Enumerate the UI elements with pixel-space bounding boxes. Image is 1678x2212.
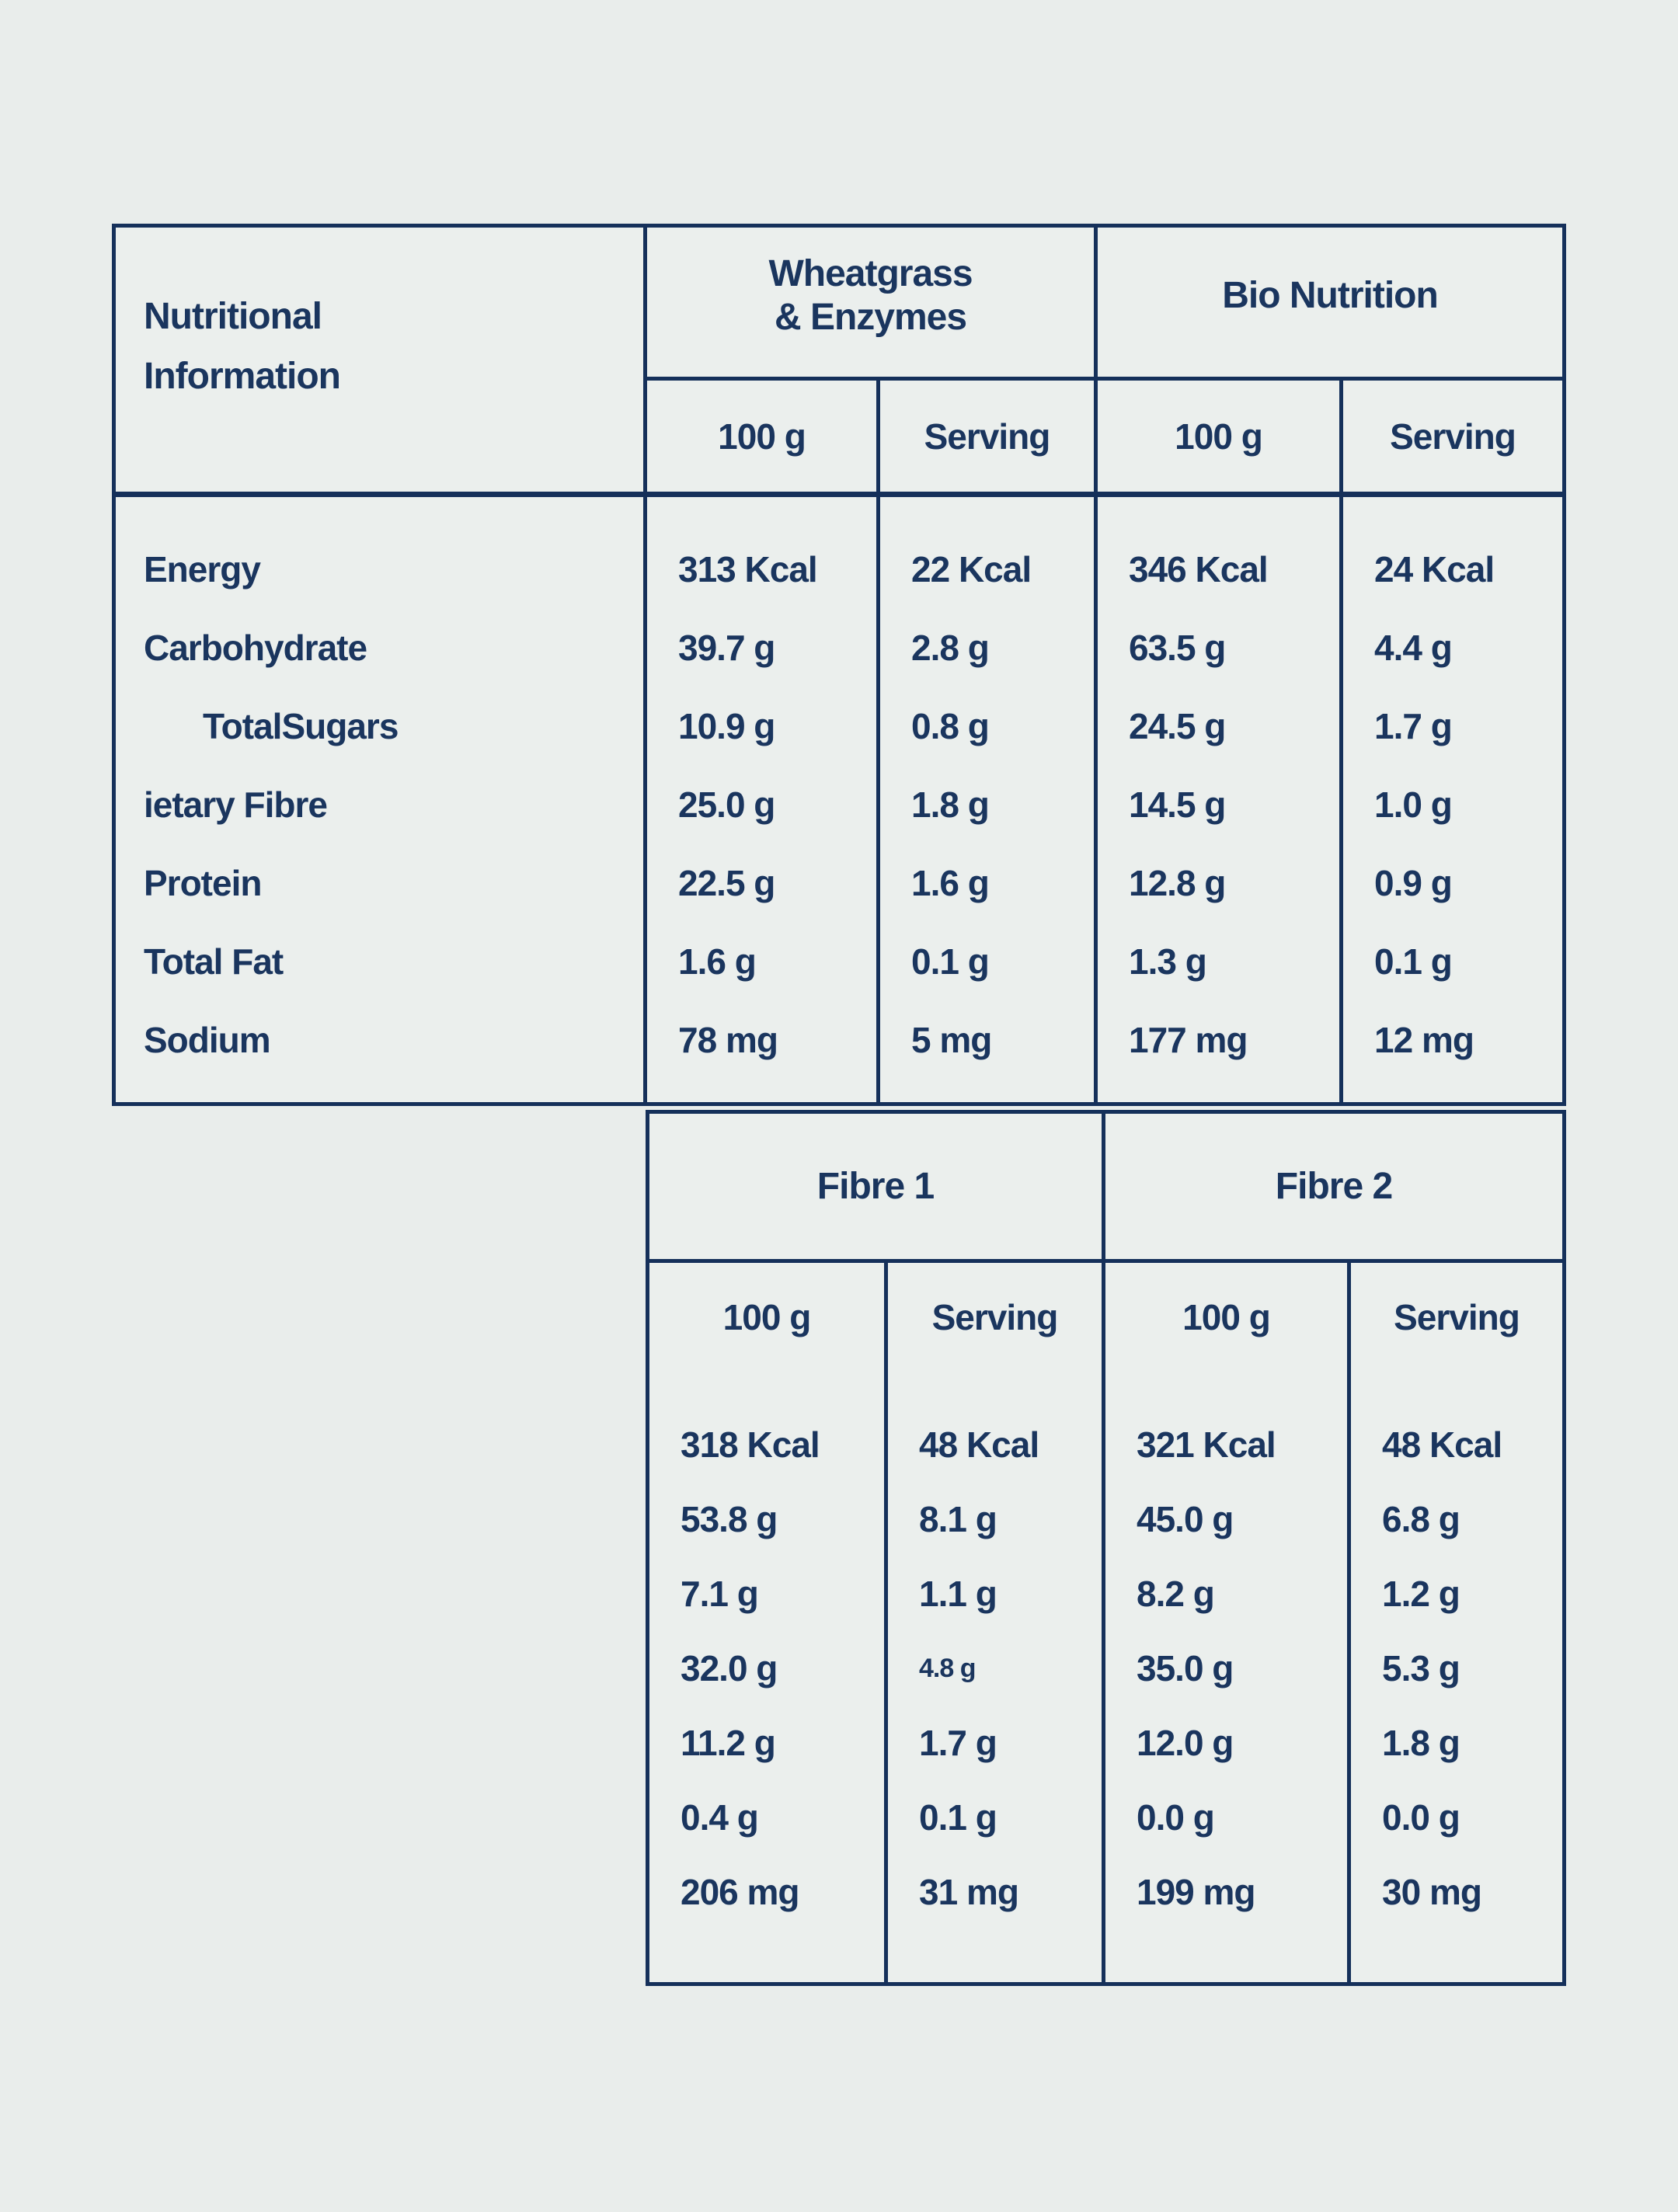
value-cell: 8.1 g	[919, 1499, 997, 1539]
group-header-wheatgrass-line2: & Enzymes	[774, 297, 967, 338]
value-cell: 4.4 g	[1374, 627, 1452, 668]
value-cell: 1.8 g	[1382, 1723, 1460, 1763]
subheader-wheatgrass-serving: Serving	[880, 381, 1098, 497]
value-cell: 1.8 g	[911, 784, 989, 825]
value-cell: 199 mg	[1137, 1872, 1255, 1912]
value-cell: 25.0 g	[678, 784, 775, 825]
value-cell: 24.5 g	[1129, 705, 1226, 746]
value-cell: 48 Kcal	[919, 1424, 1039, 1465]
value-cell: 1.6 g	[678, 941, 756, 982]
subheader-bio-100g: 100 g	[1098, 381, 1343, 497]
value-cell: 53.8 g	[681, 1499, 778, 1539]
value-cell: 30 mg	[1382, 1872, 1481, 1912]
corner-header-line2: Information	[144, 356, 340, 397]
value-cell: 11.2 g	[681, 1723, 775, 1763]
value-cell: 321 Kcal	[1137, 1424, 1276, 1465]
value-cell: 0.8 g	[911, 705, 989, 746]
value-cell: 45.0 g	[1137, 1499, 1234, 1539]
value-cell: 1.7 g	[1374, 705, 1452, 746]
value-cell: 5 mg	[911, 1019, 992, 1060]
value-cell: 0.1 g	[919, 1797, 997, 1838]
value-cell: 0.0 g	[1137, 1797, 1214, 1838]
value-cell: 35.0 g	[1137, 1648, 1234, 1689]
value-cell: 0.0 g	[1382, 1797, 1460, 1838]
value-cell: 0.1 g	[1374, 941, 1452, 982]
value-cell: 24 Kcal	[1374, 548, 1495, 590]
value-cell: 1.1 g	[919, 1574, 997, 1614]
value-cell: 48 Kcal	[1382, 1424, 1502, 1465]
values-bio-100g	[1098, 497, 1343, 1102]
column-fibre2-100g	[1105, 1263, 1351, 1982]
value-cell: 1.7 g	[919, 1723, 997, 1763]
value-cell: 0.4 g	[681, 1797, 758, 1838]
group-header-fibre-1: Fibre 1	[649, 1114, 1105, 1263]
value-cell: 206 mg	[681, 1872, 799, 1912]
group-header-bio-nutrition: Bio Nutrition	[1098, 228, 1562, 381]
value-cell: 177 mg	[1129, 1019, 1248, 1060]
row-label-dietary-fibre: ietary Fibre	[144, 784, 327, 825]
nutrition-table-primary	[112, 224, 1566, 1106]
subheader-fibre2-100g: 100 g	[1182, 1297, 1270, 1337]
value-cell: 32.0 g	[681, 1648, 778, 1689]
values-fibre2-serving	[1351, 1407, 1562, 1929]
values-wheatgrass-serving	[880, 497, 1098, 1102]
fibre-table	[646, 1110, 1566, 1986]
values-fibre2-100g	[1105, 1407, 1347, 1929]
corner-header	[116, 228, 647, 497]
value-cell: 12.0 g	[1137, 1723, 1234, 1763]
value-cell: 1.2 g	[1382, 1574, 1460, 1614]
value-cell: 318 Kcal	[681, 1424, 820, 1465]
value-cell: 8.2 g	[1137, 1574, 1214, 1614]
subheader-bio-serving: Serving	[1343, 381, 1562, 497]
value-cell: 63.5 g	[1129, 627, 1226, 668]
subheader-fibre1-100g: 100 g	[722, 1297, 811, 1337]
value-cell-small: 4.8 g	[919, 1653, 976, 1683]
value-cell: 1.0 g	[1374, 784, 1452, 825]
row-label-protein: Protein	[144, 862, 262, 903]
subheader-fibre2-serving: Serving	[1394, 1297, 1520, 1337]
values-wheatgrass-100g	[647, 497, 880, 1102]
values-bio-serving	[1343, 497, 1562, 1102]
values-fibre1-serving	[888, 1407, 1102, 1929]
value-cell: 78 mg	[678, 1019, 778, 1060]
group-header-wheatgrass-line1: Wheatgrass	[768, 253, 973, 294]
value-cell: 7.1 g	[681, 1574, 758, 1614]
row-labels-column	[116, 497, 647, 1102]
value-cell: 12 mg	[1374, 1019, 1474, 1060]
group-header-wheatgrass	[647, 228, 1098, 381]
value-cell: 6.8 g	[1382, 1499, 1460, 1539]
value-cell: 346 Kcal	[1129, 548, 1268, 590]
column-fibre2-serving	[1351, 1263, 1562, 1982]
group-header-fibre-2: Fibre 2	[1105, 1114, 1562, 1263]
row-label-carbohydrate: Carbohydrate	[144, 627, 367, 668]
column-fibre1-serving	[888, 1263, 1105, 1982]
value-cell: 22 Kcal	[911, 548, 1032, 590]
value-cell: 39.7 g	[678, 627, 775, 668]
subheader-wheatgrass-100g: 100 g	[647, 381, 880, 497]
values-fibre1-100g	[649, 1407, 884, 1929]
value-cell: 10.9 g	[678, 705, 775, 746]
row-label-sodium: Sodium	[144, 1019, 270, 1060]
value-cell: 1.6 g	[911, 862, 989, 903]
row-label-total-fat: Total Fat	[144, 941, 284, 982]
value-cell: 2.8 g	[911, 627, 989, 668]
value-cell: 0.1 g	[911, 941, 989, 982]
column-fibre1-100g	[649, 1263, 888, 1982]
corner-header-line1: Nutritional	[144, 296, 322, 337]
value-cell: 14.5 g	[1129, 784, 1226, 825]
value-cell: 1.3 g	[1129, 941, 1206, 982]
value-cell: 12.8 g	[1129, 862, 1226, 903]
row-label-energy: Energy	[144, 548, 260, 590]
value-cell: 0.9 g	[1374, 862, 1452, 903]
value-cell: 31 mg	[919, 1872, 1018, 1912]
value-cell: 5.3 g	[1382, 1648, 1460, 1689]
value-cell: 22.5 g	[678, 862, 775, 903]
value-cell: 313 Kcal	[678, 548, 817, 590]
row-label-total-sugars: TotalSugars	[203, 705, 399, 746]
subheader-fibre1-serving: Serving	[931, 1297, 1058, 1337]
